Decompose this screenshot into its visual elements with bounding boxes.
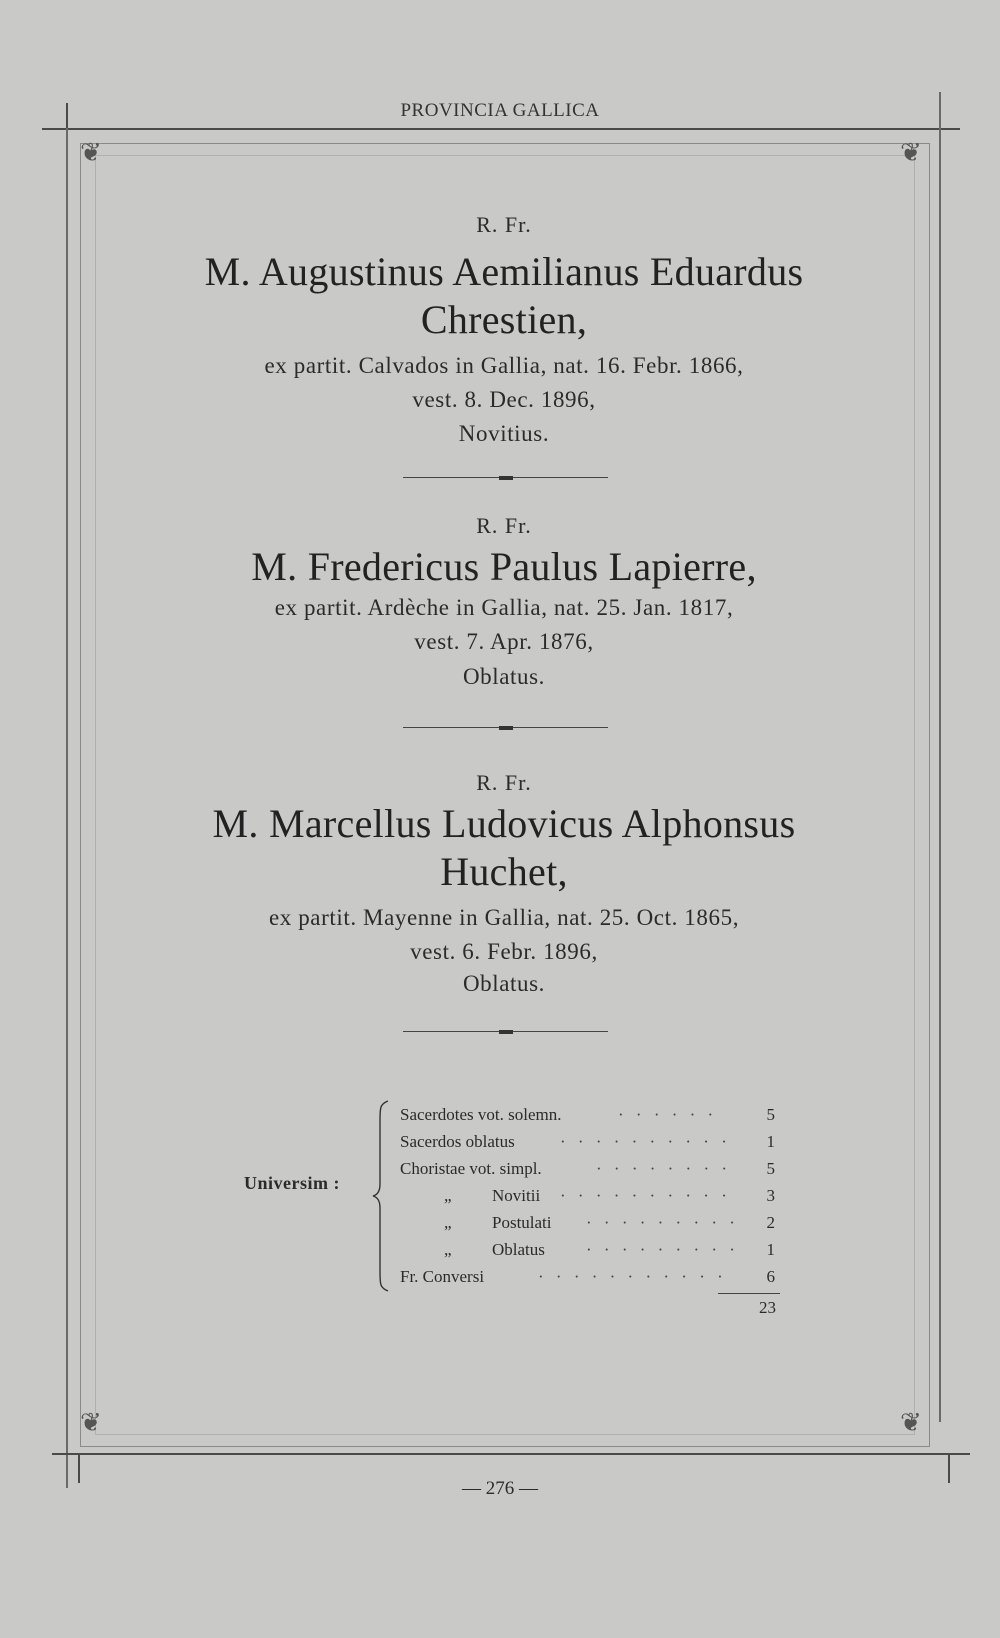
- entry-2-title: R. Fr.: [476, 513, 532, 538]
- summary-table: [400, 1101, 775, 1290]
- leader-dots: · · · · · · · · ·: [586, 1213, 739, 1232]
- summary-row-label: Choristae vot. simpl.: [400, 1159, 542, 1178]
- separator-mark: [499, 1030, 513, 1034]
- leader-dots: · · · · · · · · · · ·: [538, 1267, 727, 1286]
- entry-1-title: R. Fr.: [476, 212, 532, 237]
- summary-row: [400, 1236, 775, 1263]
- summary-row: [400, 1101, 775, 1128]
- footer-rule: [52, 1453, 970, 1455]
- summary-row-label: Oblatus: [492, 1240, 545, 1259]
- entry-3-status: Oblatus.: [462, 971, 546, 996]
- summary-total: 23: [759, 1298, 776, 1317]
- summary-label: Universim :: [244, 1173, 340, 1193]
- summary-row-value: 1: [766, 1132, 775, 1151]
- entry-1-origin: ex partit. Calvados in Gallia, nat. 16. Febr. 1866,: [264, 353, 744, 378]
- entry-1-surname: Chrestien,: [420, 297, 588, 342]
- running-header: PROVINCIA GALLICA: [400, 100, 600, 121]
- summary-row: [400, 1209, 775, 1236]
- entry-3-vest: vest. 6. Febr. 1896,: [410, 939, 598, 964]
- entry-2-origin: ex partit. Ardèche in Gallia, nat. 25. Jan. 1817,: [274, 595, 734, 620]
- entry-3-title: R. Fr.: [476, 770, 532, 795]
- entry-1-name: M. Augustinus Aemilianus Eduardus: [204, 249, 804, 294]
- summary-row: [400, 1182, 775, 1209]
- leader-dots: · · · · · · · · · ·: [560, 1132, 731, 1151]
- header-rule-left: [66, 103, 68, 131]
- summary-row-ditto: „: [444, 1213, 452, 1232]
- summary-row-label: Novitii: [492, 1186, 541, 1205]
- leader-dots: · · · · · ·: [618, 1105, 718, 1124]
- summary-row-value: 1: [766, 1240, 775, 1259]
- header-rule: [42, 128, 960, 130]
- entry-3-name: M. Marcellus Ludovicus Alphonsus: [212, 801, 796, 846]
- summary-row-label: Postulati: [492, 1213, 552, 1232]
- entry-2-vest: vest. 7. Apr. 1876,: [414, 629, 594, 654]
- frame-rule-left: [66, 128, 68, 1488]
- summary-row-value: 6: [766, 1267, 775, 1286]
- entry-3-surname: Huchet,: [440, 849, 568, 894]
- separator-mark: [499, 476, 513, 480]
- summary-row-label: Fr. Conversi: [400, 1267, 485, 1286]
- summary-row-label: Sacerdos oblatus: [400, 1132, 515, 1151]
- summary-row-value: 2: [766, 1213, 775, 1232]
- header-rule-right: [939, 92, 941, 1422]
- summary-row: [400, 1128, 775, 1155]
- summary-row: [400, 1155, 775, 1182]
- summary-brace: [372, 1100, 390, 1292]
- page-number: — 276 —: [462, 1478, 538, 1499]
- entry-1-status: Novitius.: [458, 421, 550, 446]
- entry-2-status: Oblatus.: [462, 664, 546, 689]
- corner-ornament-top-left-icon: ❦: [80, 138, 102, 167]
- leader-dots: · · · · · · · ·: [596, 1159, 732, 1178]
- summary-row-ditto: „: [444, 1186, 452, 1205]
- separator-mark: [499, 726, 513, 730]
- summary-row-ditto: „: [444, 1240, 452, 1259]
- leader-dots: · · · · · · · · · ·: [560, 1186, 731, 1205]
- corner-ornament-bottom-right-icon: ❦: [900, 1408, 922, 1437]
- leader-dots: · · · · · · · · ·: [586, 1240, 739, 1259]
- summary-row-value: 5: [766, 1105, 775, 1124]
- entry-3-origin: ex partit. Mayenne in Gallia, nat. 25. Oct. 1865,: [268, 905, 740, 930]
- total-rule: [718, 1293, 780, 1294]
- summary-row: [400, 1263, 775, 1290]
- entry-1-vest: vest. 8. Dec. 1896,: [412, 387, 596, 412]
- summary-row-value: 5: [766, 1159, 775, 1178]
- corner-ornament-top-right-icon: ❦: [900, 138, 922, 167]
- corner-ornament-bottom-left-icon: ❦: [80, 1408, 102, 1437]
- entry-2-name: M. Fredericus Paulus Lapierre,: [251, 544, 757, 589]
- summary-row-label: Sacerdotes vot. solemn.: [400, 1105, 562, 1124]
- summary-row-value: 3: [766, 1186, 775, 1205]
